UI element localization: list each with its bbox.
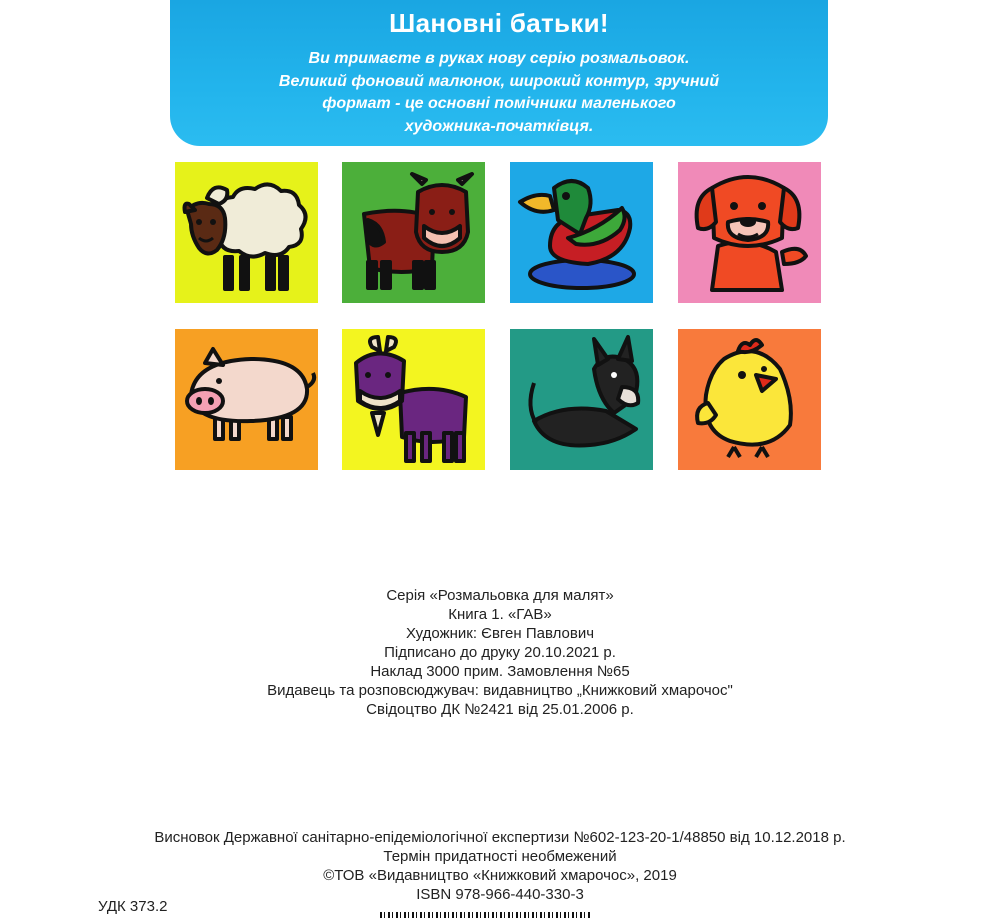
series-line: Серія «Розмальовка для малят» <box>386 587 614 604</box>
banner-line: Великий фоновий малюнок, широкий контур, зручний <box>278 72 720 90</box>
tile-donkey <box>510 329 653 470</box>
barcode-fragment <box>380 912 590 918</box>
circulation-line: Наклад 3000 прим. Замовлення №65 <box>370 663 630 680</box>
pig-icon <box>175 329 318 470</box>
footer-block <box>0 828 1000 904</box>
isbn-line: ISBN 978-966-440-330-3 <box>416 886 584 903</box>
donkey-icon <box>510 329 653 470</box>
artist-line: Художник: Євген Павлович <box>405 625 595 642</box>
copyright-line: ©ТОВ «Видавництво «Книжковий хмарочос», 2019 <box>323 867 677 884</box>
tile-pig <box>175 329 318 470</box>
tile-duck <box>510 162 653 303</box>
tile-dog <box>678 162 821 303</box>
banner-title: Шановні батьки! <box>389 8 609 38</box>
certificate-line: Свідоцтво ДК №2421 від 25.01.2006 р. <box>366 701 634 718</box>
tile-sheep <box>175 162 318 303</box>
udk-code: УДК 373.2 <box>98 898 168 915</box>
dog-icon <box>678 162 821 303</box>
duck-icon <box>510 162 653 303</box>
print-date-line: Підписано до друку 20.10.2021 р. <box>384 644 616 661</box>
book-line: Книга 1. «ГАВ» <box>448 606 552 623</box>
intro-banner <box>170 0 828 146</box>
banner-line: художника-початківця. <box>404 117 594 135</box>
banner-line: формат - це основні помічники маленького <box>322 95 676 112</box>
sanitary-conclusion-line: Висновок Державної санітарно-епідеміологічної експертизи №602-123-20-1/48850 від 10.12.2018 р. <box>154 829 846 846</box>
shelf-life-line: Термін придатності необмежений <box>383 848 617 865</box>
cow-icon <box>342 162 485 303</box>
banner-text <box>170 48 828 138</box>
imprint-block <box>0 586 1000 719</box>
banner-line: Ви тримаєте в руках нову серію розмальовок. <box>308 50 690 67</box>
chick-icon <box>678 329 821 470</box>
goat-icon <box>342 329 485 470</box>
tile-cow <box>342 162 485 303</box>
publisher-line: Видавець та розповсюджувач: видавництво „Книжковий хмарочос" <box>267 682 733 699</box>
tile-chick <box>678 329 821 470</box>
sheep-icon <box>175 162 318 303</box>
tile-goat <box>342 329 485 470</box>
